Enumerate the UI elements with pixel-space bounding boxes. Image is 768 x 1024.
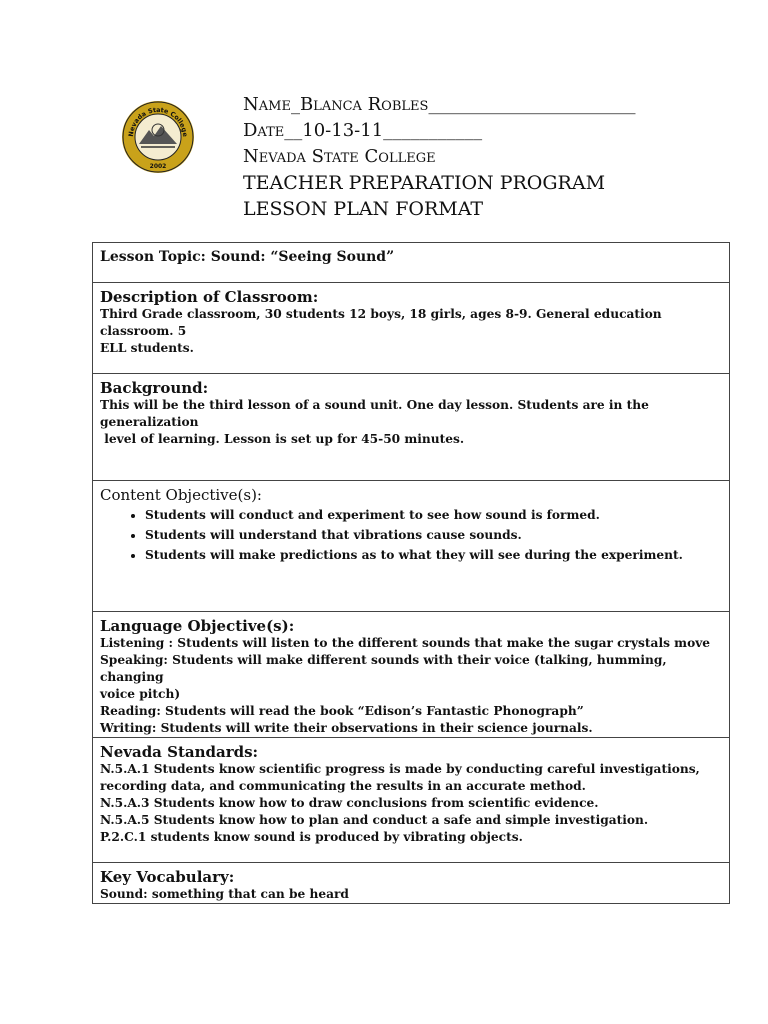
format-title: LESSON PLAN FORMAT (243, 198, 484, 220)
vocabulary-row (93, 863, 730, 904)
language-objectives-row (93, 612, 730, 738)
description-line: ELL students. (100, 341, 194, 355)
standards-line: N.5.A.1 Students know scientific progress is made by conducting careful investigations, (100, 762, 700, 776)
date-value: 10-13-11 (302, 120, 384, 141)
content-objectives-row (93, 481, 730, 612)
language-line: Speaking: Students will make different sounds with their voice (talking, humming, changing (100, 653, 667, 684)
description-title: Description of Classroom: (100, 288, 319, 306)
vocabulary-line: Sound: something that can be heard (100, 887, 349, 901)
name-blank: _______________________ (428, 94, 636, 115)
language-line: Reading: Students will read the book “Edison’s Fantastic Phonograph” (100, 704, 584, 718)
standards-line: P.2.C.1 students know sound is produced by vibrating objects. (100, 830, 523, 844)
name-label: Name_ (243, 94, 300, 115)
lesson-topic: Lesson Topic: Sound: “Seeing Sound” (100, 249, 395, 265)
name-value: Blanca Robles (299, 94, 429, 115)
date-line (243, 118, 723, 144)
standards-line: recording data, and communicating the results in an accurate method. (100, 779, 586, 793)
content-objectives-title: Content Objective(s): (100, 486, 262, 504)
standards-line: N.5.A.5 Students know how to plan and conduct a safe and simple investigation. (100, 813, 649, 827)
background-title: Background: (100, 379, 209, 397)
vocabulary-title: Key Vocabulary: (100, 868, 235, 886)
document-header (243, 92, 723, 222)
language-line: Listening : Students will listen to the different sounds that make the sugar crystals move (100, 636, 711, 650)
description-row (93, 283, 730, 374)
standards-line: N.5.A.3 Students know how to draw conclusions from scientific evidence. (100, 796, 599, 810)
content-objectives-list (100, 505, 722, 565)
standards-row (93, 738, 730, 863)
language-objectives-title: Language Objective(s): (100, 617, 295, 635)
program-title: TEACHER PREPARATION PROGRAM (243, 172, 606, 194)
language-line: Writing: Students will write their observations in their science journals. (100, 721, 593, 735)
list-item: • Students will understand that vibrations cause sounds. (145, 525, 722, 545)
description-line: Third Grade classroom, 30 students 12 boys, 18 girls, ages 8-9. General education classroom. 5 (100, 307, 662, 338)
seal-text: Nevada State College (126, 105, 190, 138)
college-name: Nevada State College (243, 146, 436, 167)
language-line: voice pitch) (100, 687, 181, 701)
standards-title: Nevada Standards: (100, 743, 259, 761)
list-item: • Students will make predictions as to what they will see during the experiment. (145, 545, 722, 565)
background-row (93, 374, 730, 481)
lesson-plan-table (92, 242, 730, 904)
date-blank: ___________ (383, 120, 483, 141)
topic-row (93, 243, 730, 283)
date-label: Date__ (243, 120, 303, 141)
seal-year: 2002 (149, 163, 167, 170)
college-seal-logo (121, 100, 195, 174)
name-line (243, 92, 723, 118)
background-line: level of learning. Lesson is set up for 45-50 minutes. (100, 432, 465, 446)
background-line: This will be the third lesson of a sound unit. One day lesson. Students are in the generalization (100, 398, 649, 429)
list-item: • Students will conduct and experiment to see how sound is formed. (145, 505, 722, 525)
